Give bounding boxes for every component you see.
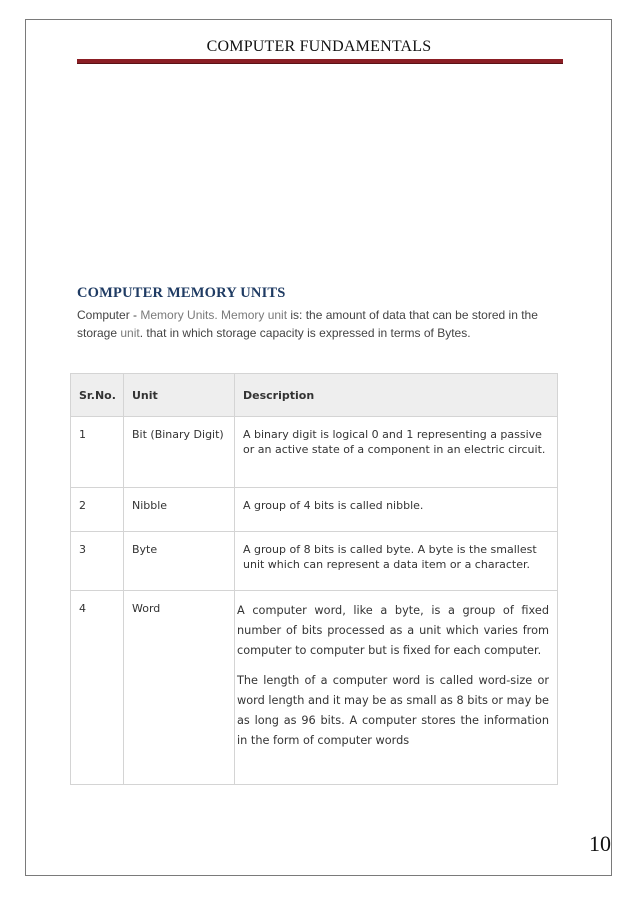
cell-srno: 2: [71, 488, 124, 532]
intro-text-1: Computer -: [77, 308, 141, 322]
column-header-description: Description: [235, 374, 558, 417]
header-rule: [77, 59, 563, 64]
intro-text-3: is: the amount of data that can be stored in the storage: [77, 308, 538, 340]
table-row: [71, 417, 558, 488]
page-number: 10: [589, 831, 611, 856]
description-paragraph: The length of a computer word is called word-size or word length and it may be as small as 8 bits or may be as long as 96 bits. A computer stores the information in the form of computer words: [237, 674, 549, 747]
cell-description: A group of 4 bits is called nibble.: [235, 488, 558, 532]
column-header-srno: Sr.No.: [71, 374, 124, 417]
cell-unit: Word: [124, 591, 235, 785]
memory-units-table: [70, 373, 558, 785]
table-row: [71, 532, 558, 591]
table-header-row: [71, 374, 558, 417]
cell-srno: 4: [71, 591, 124, 785]
cell-srno: 1: [71, 417, 124, 488]
cell-description: A binary digit is logical 0 and 1 representing a passive or an active state of a component in an electric circuit.: [235, 417, 558, 488]
intro-text-4: unit: [120, 326, 140, 340]
table-row: [71, 488, 558, 532]
cell-srno: 3: [71, 532, 124, 591]
intro-paragraph: [77, 306, 547, 342]
intro-text-2: Memory Units. Memory unit: [140, 308, 291, 322]
table-row: [71, 591, 558, 785]
cell-unit: Nibble: [124, 488, 235, 532]
cell-description: A group of 8 bits is called byte. A byte is the smallest unit which can represent a data item or a character.: [235, 532, 558, 591]
page-header-title: COMPUTER FUNDAMENTALS: [206, 38, 432, 55]
cell-unit: Bit (Binary Digit): [124, 417, 235, 488]
description-paragraph: A computer word, like a byte, is a group of fixed number of bits processed as a unit which varies from computer to computer but is fixed for each computer.: [237, 604, 549, 657]
intro-text-5: . that in which storage capacity is expressed in terms of Bytes.: [139, 326, 471, 340]
column-header-unit: Unit: [124, 374, 235, 417]
cell-description: [235, 591, 558, 785]
cell-unit: Byte: [124, 532, 235, 591]
section-title: COMPUTER MEMORY UNITS: [77, 285, 286, 301]
